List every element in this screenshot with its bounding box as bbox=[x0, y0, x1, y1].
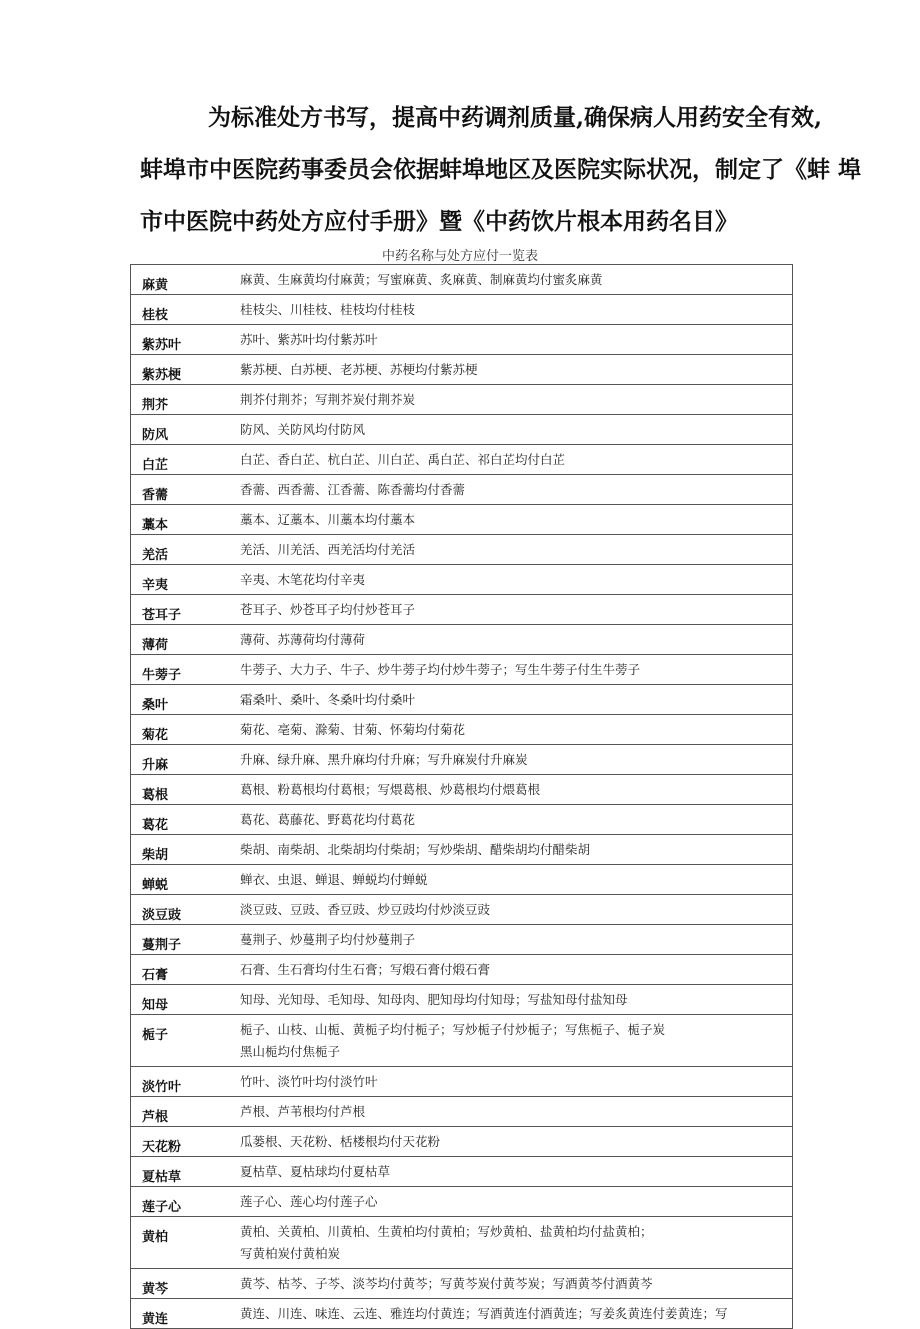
table-row bbox=[131, 265, 792, 295]
table-row bbox=[131, 295, 792, 325]
herb-dispensing-rule bbox=[230, 355, 792, 384]
herb-dispensing-rule bbox=[230, 505, 792, 534]
rule-line: 香薷、西香薷、江香薷、陈香薷均付香薷 bbox=[240, 482, 466, 497]
herb-name: 莲子心 bbox=[142, 1200, 182, 1215]
herb-name: 葛花 bbox=[142, 818, 169, 833]
rule-line: 竹叶、淡竹叶均付淡竹叶 bbox=[240, 1074, 378, 1089]
herb-name: 香薷 bbox=[142, 488, 169, 503]
herb-name: 白芷 bbox=[142, 458, 169, 473]
rule-line: 瓜蒌根、天花粉、栝楼根均付天花粉 bbox=[240, 1134, 441, 1149]
herb-name: 紫苏叶 bbox=[142, 338, 182, 353]
herb-table bbox=[130, 264, 793, 1329]
herb-dispensing-rule bbox=[230, 925, 792, 954]
table-row bbox=[131, 1097, 792, 1127]
herb-name: 羌活 bbox=[142, 548, 169, 563]
rule-line: 麻黄、生麻黄均付麻黄；写蜜麻黄、炙麻黄、制麻黄均付蜜炙麻黄 bbox=[240, 272, 603, 287]
rule-line: 薄荷、苏薄荷均付薄荷 bbox=[240, 632, 366, 647]
table-row bbox=[131, 535, 792, 565]
table-row bbox=[131, 865, 792, 895]
rule-line: 栀子、山枝、山栀、黄栀子均付栀子；写炒栀子付炒栀子；写焦栀子、栀子炭 bbox=[240, 1022, 666, 1037]
table-row bbox=[131, 655, 792, 685]
herb-dispensing-rule bbox=[230, 595, 792, 624]
herb-dispensing-rule bbox=[230, 325, 792, 354]
herb-name: 石膏 bbox=[142, 968, 169, 983]
herb-dispensing-rule bbox=[230, 1015, 792, 1066]
herb-name: 麻黄 bbox=[142, 278, 169, 293]
herb-name: 淡竹叶 bbox=[142, 1080, 182, 1095]
herb-dispensing-rule bbox=[230, 475, 792, 504]
table-row bbox=[131, 595, 792, 625]
rule-line: 苏叶、紫苏叶均付紫苏叶 bbox=[240, 332, 378, 347]
rule-line: 防风、关防风均付防风 bbox=[240, 422, 366, 437]
herb-name: 桑叶 bbox=[142, 698, 169, 713]
rule-line: 羌活、川羌活、西羌活均付羌活 bbox=[240, 542, 416, 557]
herb-dispensing-rule bbox=[230, 895, 792, 924]
herb-dispensing-rule bbox=[230, 265, 792, 294]
herb-name: 夏枯草 bbox=[142, 1170, 182, 1185]
herb-dispensing-rule bbox=[230, 1187, 792, 1216]
herb-name: 菊花 bbox=[142, 728, 169, 743]
rule-line: 菊花、亳菊、滁菊、甘菊、怀菊均付菊花 bbox=[240, 722, 466, 737]
table-row bbox=[131, 355, 792, 385]
herb-name: 藁本 bbox=[142, 518, 169, 533]
herb-dispensing-rule bbox=[230, 415, 792, 444]
table-row bbox=[131, 565, 792, 595]
intro-line-2: 蚌埠市中医院药事委员会依据蚌埠地区及医院实际状况，制定了《蚌 埠 bbox=[140, 156, 862, 183]
rule-line: 知母、光知母、毛知母、知母肉、肥知母均付知母；写盐知母付盐知母 bbox=[240, 992, 628, 1007]
herb-name: 栀子 bbox=[142, 1028, 169, 1043]
herb-name: 蔓荆子 bbox=[142, 938, 182, 953]
herb-name: 桂枝 bbox=[142, 308, 169, 323]
herb-name: 芦根 bbox=[142, 1110, 169, 1125]
rule-line-continued: 写黄柏炭付黄柏炭 bbox=[240, 1246, 341, 1261]
herb-name: 淡豆豉 bbox=[142, 908, 182, 923]
herb-name: 柴胡 bbox=[142, 848, 169, 863]
rule-line: 黄柏、关黄柏、川黄柏、生黄柏均付黄柏；写炒黄柏、盐黄柏均付盐黄柏； bbox=[240, 1224, 653, 1239]
herb-dispensing-rule bbox=[230, 445, 792, 474]
herb-name: 紫苏梗 bbox=[142, 368, 182, 383]
herb-dispensing-rule bbox=[230, 1097, 792, 1126]
rule-line: 柴胡、南柴胡、北柴胡均付柴胡；写炒柴胡、醋柴胡均付醋柴胡 bbox=[240, 842, 591, 857]
herb-name: 天花粉 bbox=[142, 1140, 182, 1155]
herb-dispensing-rule bbox=[230, 1269, 792, 1298]
table-row bbox=[131, 805, 792, 835]
table-row bbox=[131, 715, 792, 745]
herb-dispensing-rule bbox=[230, 775, 792, 804]
herb-dispensing-rule bbox=[230, 745, 792, 774]
herb-dispensing-rule bbox=[230, 865, 792, 894]
rule-line: 升麻、绿升麻、黑升麻均付升麻；写升麻炭付升麻炭 bbox=[240, 752, 528, 767]
rule-line: 桂枝尖、川桂枝、桂枝均付桂枝 bbox=[240, 302, 416, 317]
table-row bbox=[131, 1127, 792, 1157]
herb-name: 荆芥 bbox=[142, 398, 169, 413]
herb-dispensing-rule bbox=[230, 715, 792, 744]
table-row bbox=[131, 1157, 792, 1187]
herb-name: 牛蒡子 bbox=[142, 668, 182, 683]
table-row bbox=[131, 775, 792, 805]
table-row bbox=[131, 835, 792, 865]
rule-line: 芦根、芦苇根均付芦根 bbox=[240, 1104, 366, 1119]
herb-dispensing-rule bbox=[230, 805, 792, 834]
intro-line-3: 市中医院中药处方应付手册》暨《中药饮片根本用药名目》 bbox=[140, 208, 738, 235]
herb-dispensing-rule bbox=[230, 685, 792, 714]
rule-line: 莲子心、莲心均付莲子心 bbox=[240, 1194, 378, 1209]
herb-dispensing-rule bbox=[230, 625, 792, 654]
herb-dispensing-rule bbox=[230, 385, 792, 414]
rule-line: 霜桑叶、桑叶、冬桑叶均付桑叶 bbox=[240, 692, 416, 707]
table-row bbox=[131, 1067, 792, 1097]
herb-dispensing-rule bbox=[230, 835, 792, 864]
intro-line-1: 为标准处方书写，提高中药调剂质量,确保病人用药安全有效, bbox=[208, 104, 823, 131]
rule-line: 石膏、生石膏均付生石膏；写煅石膏付煅石膏 bbox=[240, 962, 491, 977]
table-row bbox=[131, 1299, 792, 1329]
table-row bbox=[131, 1015, 792, 1067]
herb-name: 防风 bbox=[142, 428, 169, 443]
table-row bbox=[131, 445, 792, 475]
herb-name: 升麻 bbox=[142, 758, 169, 773]
table-row bbox=[131, 1269, 792, 1299]
rule-line: 淡豆豉、豆豉、香豆豉、炒豆豉均付炒淡豆豉 bbox=[240, 902, 491, 917]
table-row bbox=[131, 1217, 792, 1269]
table-row bbox=[131, 895, 792, 925]
table-row bbox=[131, 685, 792, 715]
herb-name: 苍耳子 bbox=[142, 608, 182, 623]
table-row bbox=[131, 1187, 792, 1217]
rule-line: 黄连、川连、味连、云连、雅连均付黄连；写酒黄连付酒黄连；写姜炙黄连付姜黄连；写 bbox=[240, 1306, 728, 1321]
table-row bbox=[131, 625, 792, 655]
rule-line: 夏枯草、夏枯球均付夏枯草 bbox=[240, 1164, 391, 1179]
table-row bbox=[131, 955, 792, 985]
rule-line: 苍耳子、炒苍耳子均付炒苍耳子 bbox=[240, 602, 416, 617]
herb-name: 黄连 bbox=[142, 1312, 169, 1327]
rule-line: 牛蒡子、大力子、牛子、炒牛蒡子均付炒牛蒡子；写生牛蒡子付生牛蒡子 bbox=[240, 662, 641, 677]
rule-line-continued: 黑山栀均付焦栀子 bbox=[240, 1044, 341, 1059]
herb-dispensing-rule bbox=[230, 955, 792, 984]
herb-dispensing-rule bbox=[230, 655, 792, 684]
table-row bbox=[131, 385, 792, 415]
rule-line: 葛花、葛藤花、野葛花均付葛花 bbox=[240, 812, 416, 827]
herb-dispensing-rule bbox=[230, 565, 792, 594]
herb-dispensing-rule bbox=[230, 1127, 792, 1156]
herb-dispensing-rule bbox=[230, 1157, 792, 1186]
rule-line: 黄芩、枯芩、子芩、淡芩均付黄芩；写黄芩炭付黄芩炭；写酒黄芩付酒黄芩 bbox=[240, 1276, 653, 1291]
rule-line: 荆芥付荆芥；写荆芥炭付荆芥炭 bbox=[240, 392, 416, 407]
herb-dispensing-rule bbox=[230, 1299, 792, 1328]
rule-line: 蔓荆子、炒蔓荆子均付炒蔓荆子 bbox=[240, 932, 416, 947]
herb-dispensing-rule bbox=[230, 1217, 792, 1268]
rule-line: 辛夷、木笔花均付辛夷 bbox=[240, 572, 366, 587]
herb-name: 黄芩 bbox=[142, 1282, 169, 1297]
herb-name: 黄柏 bbox=[142, 1230, 169, 1245]
herb-dispensing-rule bbox=[230, 295, 792, 324]
herb-dispensing-rule bbox=[230, 1067, 792, 1096]
table-row bbox=[131, 475, 792, 505]
table-row bbox=[131, 745, 792, 775]
table-row bbox=[131, 925, 792, 955]
herb-name: 知母 bbox=[142, 998, 169, 1013]
herb-name: 蝉蜕 bbox=[142, 878, 169, 893]
herb-name: 薄荷 bbox=[142, 638, 169, 653]
rule-line: 紫苏梗、白苏梗、老苏梗、苏梗均付紫苏梗 bbox=[240, 362, 478, 377]
rule-line: 蝉衣、虫退、蝉退、蝉蜕均付蝉蜕 bbox=[240, 872, 428, 887]
rule-line: 白芷、香白芷、杭白芷、川白芷、禹白芷、祁白芷均付白芷 bbox=[240, 452, 566, 467]
table-caption: 中药名称与处方应付一览表 bbox=[381, 249, 538, 264]
table-row bbox=[131, 325, 792, 355]
herb-name: 辛夷 bbox=[142, 578, 169, 593]
rule-line: 葛根、粉葛根均付葛根；写煨葛根、炒葛根均付煨葛根 bbox=[240, 782, 541, 797]
rule-line: 藁本、辽藁本、川藁本均付藁本 bbox=[240, 512, 416, 527]
table-row bbox=[131, 985, 792, 1015]
herb-name: 葛根 bbox=[142, 788, 169, 803]
table-row bbox=[131, 415, 792, 445]
intro-paragraph bbox=[140, 92, 862, 248]
herb-dispensing-rule bbox=[230, 985, 792, 1014]
herb-dispensing-rule bbox=[230, 535, 792, 564]
table-row bbox=[131, 505, 792, 535]
